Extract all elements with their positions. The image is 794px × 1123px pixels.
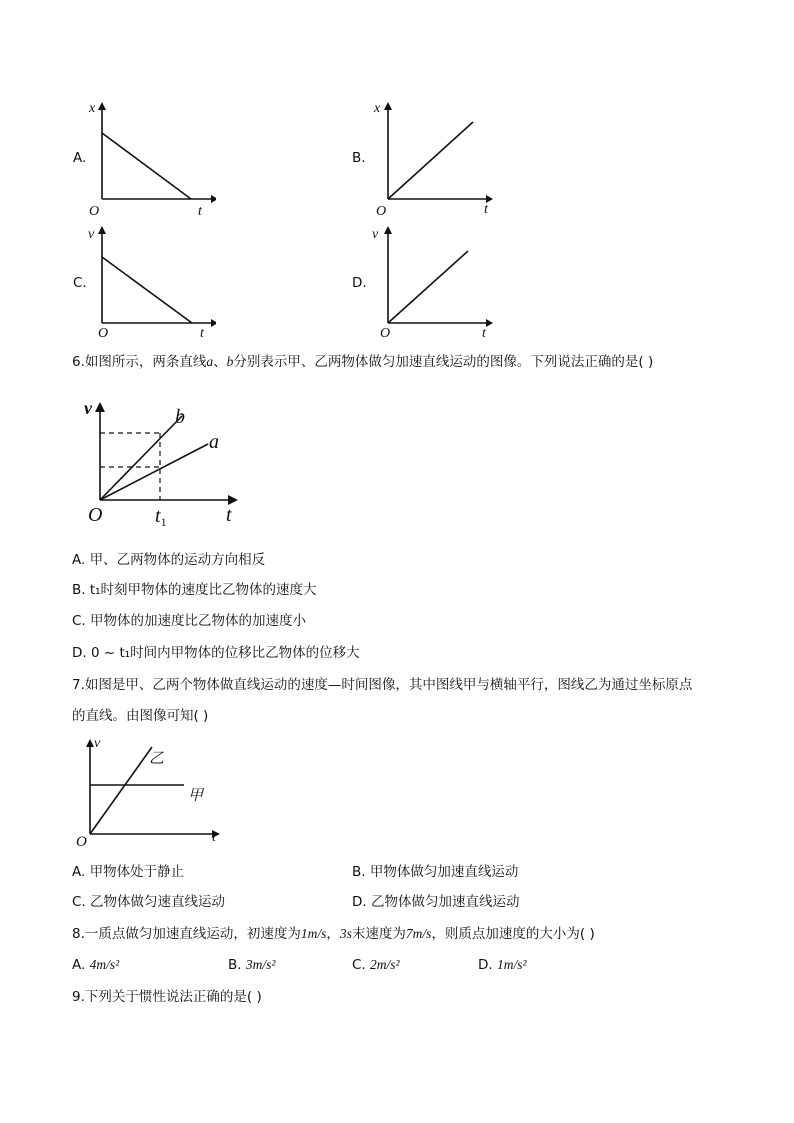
q6-option-c: C. 甲物体的加速度比乙物体的加速度小 bbox=[72, 613, 307, 629]
q6-stem bbox=[72, 353, 653, 371]
option-c-x-label: t bbox=[200, 326, 204, 341]
q6-y-label: v bbox=[84, 398, 92, 418]
q6-option-d: D. 0 ~ t₁时间内甲物体的位移比乙物体的位移大 bbox=[72, 645, 360, 661]
option-a-letter: A. bbox=[73, 150, 87, 166]
q8-stem bbox=[72, 925, 595, 943]
q7-label-yi: 乙 bbox=[149, 751, 165, 767]
q8-option-a bbox=[72, 956, 119, 974]
q7-stem-line1: 7.如图是甲、乙两个物体做直线运动的速度—时间图像，其中图线甲与横轴平行，图线乙为通过坐标原点 bbox=[72, 677, 693, 693]
q7-option-c: C. 乙物体做匀速直线运动 bbox=[72, 894, 226, 910]
q6-var-b: b bbox=[226, 354, 234, 369]
option-b-graph bbox=[370, 98, 500, 220]
q6-line-a-label: a bbox=[209, 431, 219, 453]
q8-option-a-letter: A. bbox=[72, 957, 86, 973]
q9-stem: 9.下列关于惯性说法正确的是( ) bbox=[72, 989, 262, 1005]
q8-stem-part4: ，则质点加速度的大小为( ) bbox=[431, 926, 595, 942]
option-d-graph bbox=[370, 224, 500, 346]
q8-option-c bbox=[352, 956, 400, 974]
option-a-graph bbox=[86, 98, 216, 220]
q8-option-d-value: 1m/s² bbox=[496, 957, 527, 972]
q8-option-b-letter: B. bbox=[228, 957, 242, 973]
q8-option-c-value: 2m/s² bbox=[370, 957, 400, 972]
option-c-y-label: v bbox=[88, 227, 95, 242]
option-b-origin: O bbox=[376, 204, 387, 219]
q7-option-b: B. 甲物体做匀加速直线运动 bbox=[352, 864, 519, 880]
q6-line-b-label: b bbox=[175, 406, 185, 428]
q8-option-d bbox=[478, 956, 527, 974]
q8-option-a-value: 4m/s² bbox=[89, 957, 120, 972]
option-c-letter: C. bbox=[73, 275, 87, 291]
q8-final-velocity: 7m/s bbox=[405, 926, 432, 941]
q7-y-label: v bbox=[94, 736, 101, 751]
option-b-letter: B. bbox=[352, 150, 366, 166]
q7-x-label: t bbox=[212, 830, 216, 845]
q7-option-d: D. 乙物体做匀加速直线运动 bbox=[352, 894, 520, 910]
option-c-origin: O bbox=[98, 326, 109, 341]
q8-option-c-letter: C. bbox=[352, 957, 366, 973]
option-d-letter: D. bbox=[352, 275, 367, 291]
q6-option-b: B. t₁时刻甲物体的速度比乙物体的速度大 bbox=[72, 582, 317, 598]
q8-option-d-letter: D. bbox=[478, 957, 493, 973]
option-d-y-label: v bbox=[372, 227, 379, 242]
q7-graph bbox=[74, 733, 224, 853]
option-b-x-label: t bbox=[484, 202, 488, 217]
option-c-graph bbox=[86, 224, 216, 346]
q6-x-label: t bbox=[226, 504, 232, 526]
q8-initial-velocity: 1m/s bbox=[300, 926, 327, 941]
q6-stem-suffix: 分别表示甲、乙两物体做匀加速直线运动的图像。下列说法正确的是( ) bbox=[233, 354, 654, 370]
q6-tick-t1: $t_1$ bbox=[155, 505, 167, 529]
q8-stem-part3: 末速度为 bbox=[351, 926, 406, 942]
q7-option-a: A. 甲物体处于静止 bbox=[72, 864, 185, 880]
q7-label-jia: 甲 bbox=[188, 788, 204, 804]
q7-origin: O bbox=[76, 834, 87, 850]
q6-option-a: A. 甲、乙两物体的运动方向相反 bbox=[72, 552, 266, 568]
q6-stem-prefix: 6.如图所示，两条直线 bbox=[72, 354, 207, 370]
q7-stem-line2: 的直线。由图像可知( ) bbox=[72, 708, 209, 724]
q8-stem-part1: 8.一质点做匀加速直线运动，初速度为 bbox=[72, 926, 301, 942]
q8-stem-part2: ， bbox=[326, 926, 340, 942]
q6-var-a: a bbox=[206, 354, 214, 369]
q8-option-b bbox=[228, 956, 275, 974]
q8-time: 3s bbox=[339, 926, 352, 941]
option-d-origin: O bbox=[380, 326, 391, 341]
option-a-x-label: t bbox=[198, 204, 202, 219]
q6-origin: O bbox=[88, 504, 103, 526]
q6-graph bbox=[80, 396, 250, 531]
option-a-y-label: x bbox=[89, 101, 96, 116]
option-d-x-label: t bbox=[482, 326, 486, 341]
q8-option-b-value: 3m/s² bbox=[245, 957, 276, 972]
option-b-y-label: x bbox=[374, 101, 381, 116]
q6-sep: 、 bbox=[213, 354, 227, 370]
option-a-origin: O bbox=[89, 204, 100, 219]
